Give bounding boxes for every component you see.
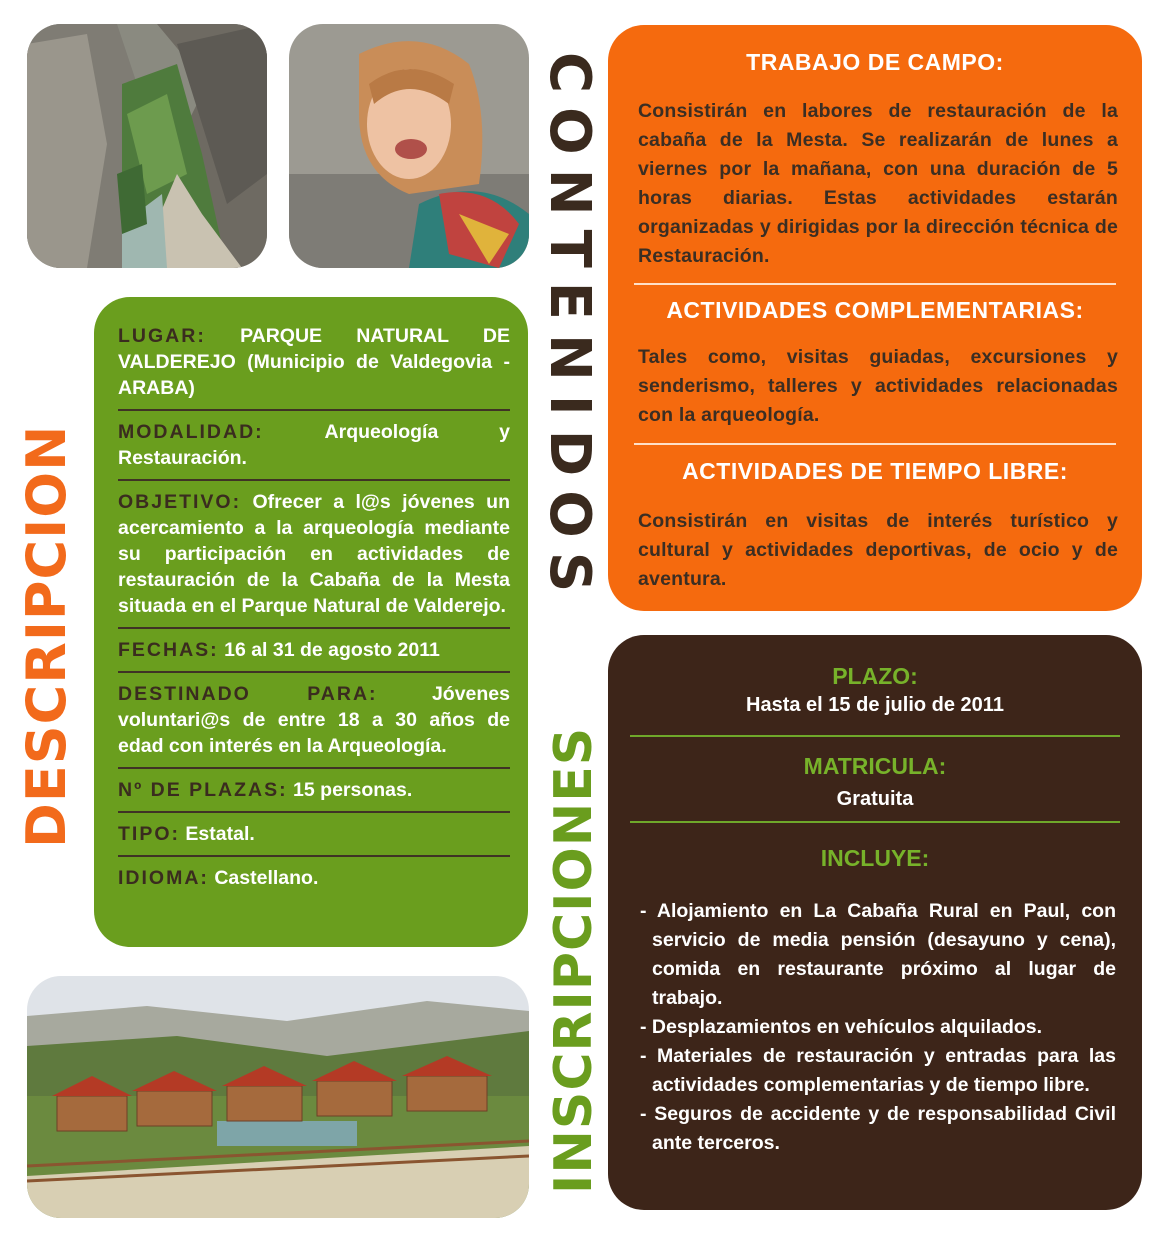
destinado-label: DESTINADO PARA: bbox=[118, 683, 378, 705]
inscripciones-title: INSCRIPCIONES bbox=[544, 726, 604, 1194]
tipo-section bbox=[118, 821, 510, 857]
objetivo-section bbox=[118, 489, 510, 629]
plazas-label: Nº DE PLAZAS: bbox=[118, 779, 288, 801]
list-item: - Alojamiento en La Cabaña Rural en Paul, con servicio de media pensión (desayuno y cena), comida en restaurante próximo al lugar de trabajo. bbox=[640, 900, 1116, 1009]
matricula-title: MATRICULA: bbox=[803, 753, 947, 779]
lugar-value: PARQUE NATURAL DE VALDEREJO (Municipio de Valdegovia - ARABA) bbox=[118, 325, 511, 399]
list-item: - Desplazamientos en vehículos alquilados. bbox=[640, 1016, 1043, 1038]
section-divider bbox=[634, 283, 1116, 285]
fechas-value: 16 al 31 de agosto 2011 bbox=[224, 639, 440, 661]
modalidad-section bbox=[118, 419, 510, 481]
incluye-title: INCLUYE: bbox=[820, 845, 930, 871]
plazas-value: 15 personas. bbox=[293, 779, 413, 801]
canyon-photo bbox=[27, 24, 267, 268]
idioma-value: Castellano. bbox=[214, 867, 319, 889]
trabajo-text: Consistirán en labores de restauración de la cabaña de la Mesta. Se realizarán de lunes a viernes por la mañana, con una duración de 5 horas diarias. Estas actividades estarán organizadas y dirigidas por la dirección técnica de Restauración. bbox=[638, 100, 1118, 267]
list-item: - Seguros de accidente y de responsabilidad Civil ante terceros. bbox=[640, 1103, 1116, 1154]
objetivo-value: Ofrecer a l@s jóvenes un acercamiento a la arqueología mediante su participación en actividades de restauración de la Cabaña de la Mesta situada en el Parque Natural de Valderejo. bbox=[118, 491, 510, 617]
lugar-section bbox=[118, 323, 510, 411]
libre-title: ACTIVIDADES DE TIEMPO LIBRE: bbox=[682, 458, 1068, 484]
lugar-label: LUGAR: bbox=[118, 325, 206, 347]
plazas-section bbox=[118, 777, 510, 813]
complementarias-text: Tales como, visitas guiadas, excursiones y senderismo, talleres y actividades relacionadas con la arqueología. bbox=[638, 346, 1118, 426]
complementarias-title: ACTIVIDADES COMPLEMENTARIAS: bbox=[666, 297, 1084, 323]
section-divider bbox=[630, 821, 1120, 823]
inscripciones-panel bbox=[608, 635, 1142, 1210]
cabins-photo bbox=[27, 976, 529, 1218]
plazo-title: PLAZO: bbox=[832, 663, 918, 689]
modalidad-label: MODALIDAD: bbox=[118, 421, 264, 443]
plazo-value: Hasta el 15 de julio de 2011 bbox=[746, 694, 1004, 716]
descripcion-panel bbox=[94, 297, 528, 947]
section-divider bbox=[630, 735, 1120, 737]
fechas-section bbox=[118, 637, 510, 673]
contenidos-panel bbox=[608, 25, 1142, 611]
matricula-value: Gratuita bbox=[836, 788, 914, 810]
portrait-photo bbox=[289, 24, 529, 268]
incluye-list bbox=[636, 897, 1116, 1158]
fechas-label: FECHAS: bbox=[118, 639, 219, 661]
modalidad-value: Arqueología y Restauración. bbox=[118, 421, 510, 469]
objetivo-label: OBJETIVO: bbox=[118, 491, 242, 513]
descripcion-title: DESCRIPCION bbox=[15, 424, 78, 848]
contenidos-title: CONTENIDOS bbox=[537, 52, 602, 607]
idioma-section bbox=[118, 865, 510, 899]
idioma-label: IDIOMA: bbox=[118, 867, 209, 889]
destinado-value: Jóvenes voluntari@s de entre 18 a 30 años de edad con interés en la Arqueología. bbox=[118, 683, 511, 757]
section-divider bbox=[634, 443, 1116, 445]
tipo-label: TIPO: bbox=[118, 823, 180, 845]
trabajo-title: TRABAJO DE CAMPO: bbox=[746, 49, 1004, 75]
libre-text: Consistirán en visitas de interés turístico y cultural y actividades deportivas, de ocio y de aventura. bbox=[638, 510, 1118, 590]
destinado-section bbox=[118, 681, 510, 769]
list-item: - Materiales de restauración y entradas para las actividades complementarias y de tiempo libre. bbox=[640, 1045, 1116, 1096]
tipo-value: Estatal. bbox=[185, 823, 255, 845]
